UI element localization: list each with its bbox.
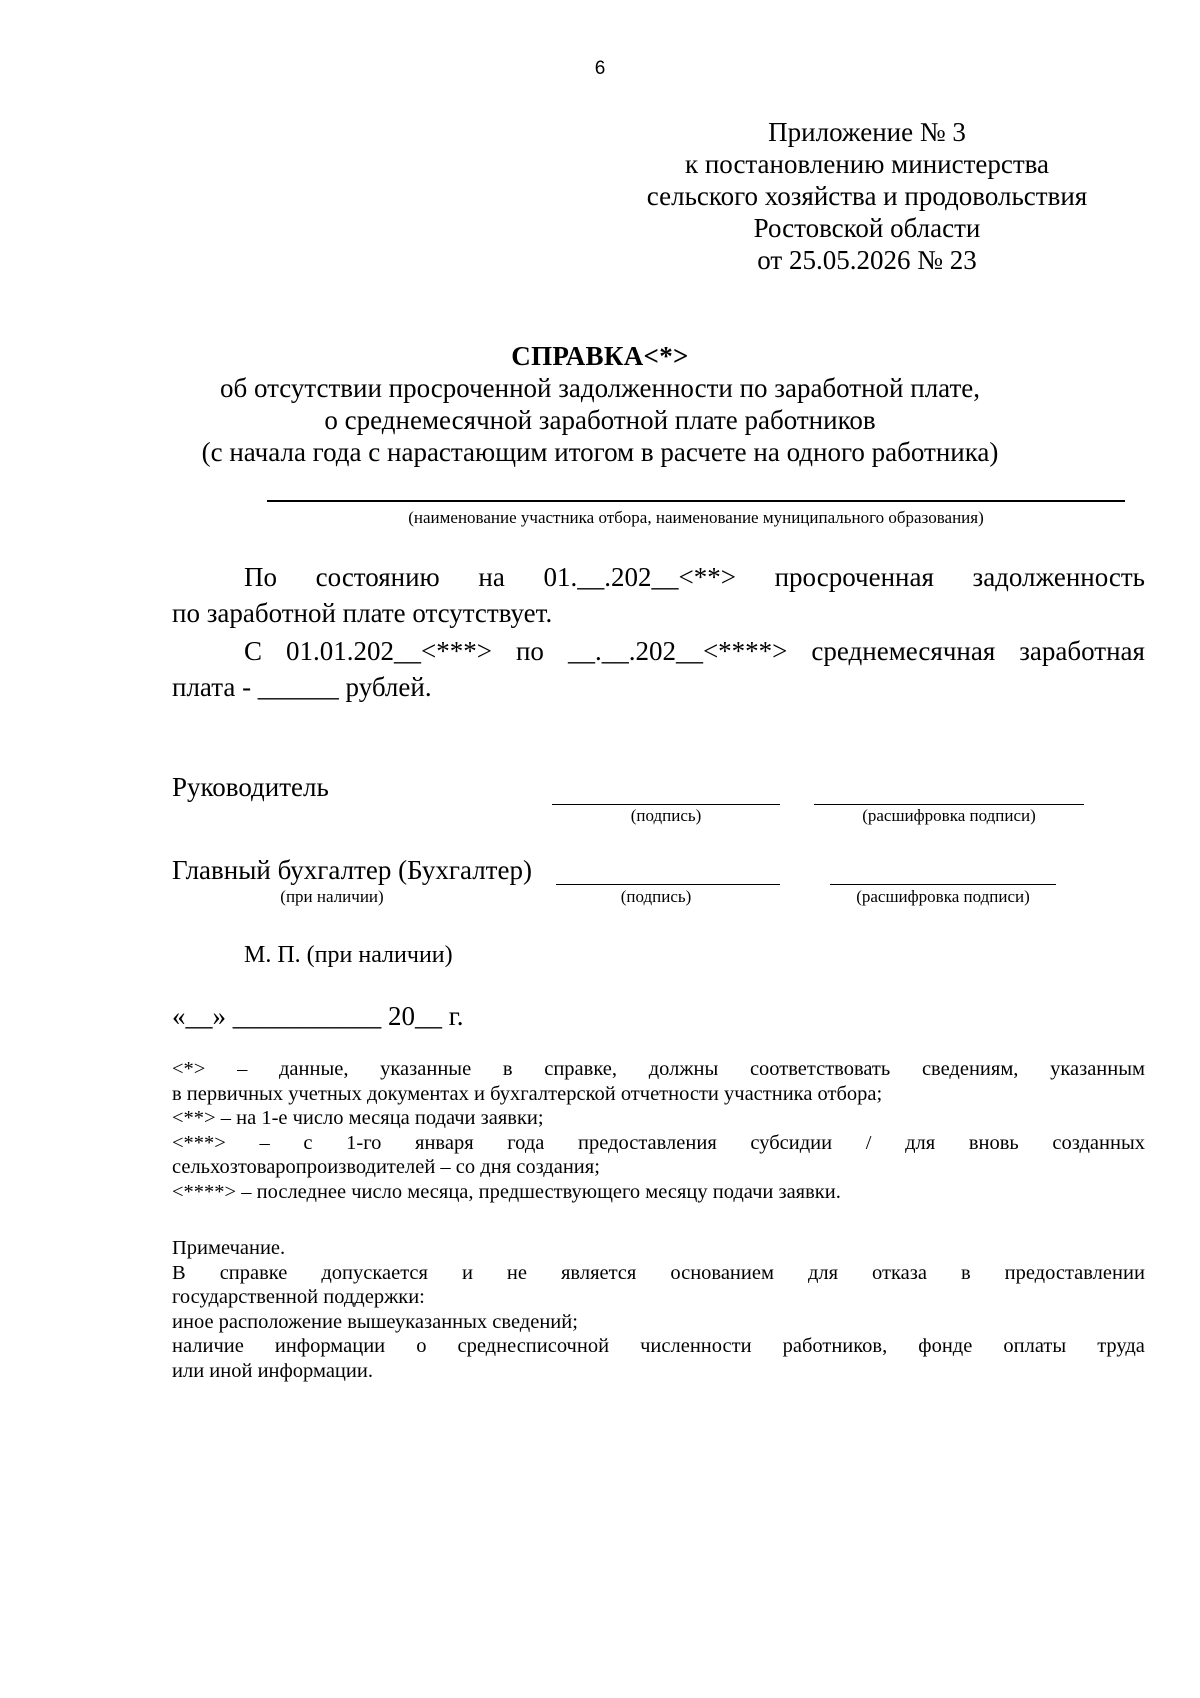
footnote-line: <**> – на 1-е число месяца подачи заявки; [172,1107,544,1130]
word: данные, [279,1058,349,1080]
word: созданных [1052,1131,1145,1154]
paragraph-salary-line [172,634,1145,668]
word: должны [648,1058,719,1080]
accountant-name-caption: (расшифровка подписи) [856,887,1030,906]
word: предоставления [578,1131,717,1154]
note-line: или иной информации. [172,1359,373,1382]
word: С [244,636,263,666]
word: работников, [782,1335,888,1358]
paragraph-salary-line: плата - ______ рублей. [172,672,432,702]
footnote-line: сельхозтоваропроизводителей – со дня создания; [172,1156,600,1179]
date-line: «__» ___________ 20__ г. [172,1001,464,1031]
footnote-line [172,1131,1145,1156]
word: вновь [968,1131,1019,1154]
word: справке [219,1261,288,1284]
word: не [506,1261,527,1284]
footnotes [172,1057,1145,1205]
word: / [865,1131,872,1154]
participant-caption: (наименование участника отбора, наименование муниципального образования) [408,508,984,527]
document-subtitle: об отсутствии просроченной задолженности по заработной плате, [219,373,980,403]
word: о [416,1335,427,1358]
note-line: государственной поддержки: [172,1286,425,1309]
head-signature-caption: (подпись) [630,806,702,825]
word: справке, [544,1058,618,1080]
footnote-line: в первичных учетных документах и бухгалтерской отчетности участника отбора; [172,1082,883,1105]
word: 01.__.202__<**> [543,562,736,592]
word: 01.01.202__<***> [286,636,492,666]
note-line [172,1261,1145,1286]
word: с [303,1131,313,1154]
word: задолженность [972,562,1145,592]
word: – [259,1131,270,1154]
head-signature-line [552,804,780,805]
appendix-header [612,116,1122,276]
note-line: иное расположение вышеуказанных сведений; [172,1310,578,1333]
word: допускается [321,1261,428,1284]
word: по [515,636,544,666]
note-line [172,1334,1145,1359]
word: предоставлении [1004,1261,1145,1284]
word: 1-го [346,1131,382,1154]
word: численности [640,1335,752,1358]
word: является [561,1261,637,1284]
word: для [807,1261,839,1284]
word: труда [1097,1335,1145,1358]
word: <***> [172,1131,226,1154]
word: указанные [380,1058,472,1080]
document-title: СПРАВКА<*> [511,341,689,371]
appendix-line: сельского хозяйства и продовольствия [646,181,1088,211]
paragraph-debt-line [172,560,1145,594]
word: субсидии [750,1131,833,1154]
word: среднемесячная [811,636,996,666]
word: – [237,1058,248,1080]
word: на [478,562,505,592]
word: оплаты [1003,1335,1067,1358]
word: для [905,1131,936,1154]
word: <*> [172,1058,206,1080]
word: года [507,1131,545,1154]
word: соответствовать [749,1058,891,1080]
accountant-signature-line [556,884,780,885]
word: __.__.202__<****> [567,636,788,666]
head-name-caption: (расшифровка подписи) [862,806,1036,825]
head-name-line [814,804,1084,805]
word: января [415,1131,474,1154]
appendix-line: Ростовской области [753,213,981,243]
document-title-block [150,340,1050,468]
word: заработная [1019,636,1145,666]
word: информации [274,1335,386,1358]
head-label: Руководитель [172,772,329,802]
appendix-line: от 25.05.2026 № 23 [757,245,977,275]
word: состоянию [315,562,440,592]
word: указанным [1050,1058,1145,1080]
word: основанием [670,1261,774,1284]
accountant-sub-caption: (при наличии) [280,887,384,906]
word: отказа [872,1261,927,1284]
page-number: 6 [594,58,606,79]
document-subtitle: о среднемесячной заработной плате работников [324,405,876,435]
paragraph-debt-line: по заработной плате отсутствует. [172,598,553,628]
word: в [960,1261,971,1284]
accountant-label: Главный бухгалтер (Бухгалтер) [172,855,532,885]
word: По [244,562,277,592]
accountant-name-line [830,884,1056,885]
word: просроченная [774,562,934,592]
word: В [172,1261,186,1284]
word: фонде [918,1335,973,1358]
word: наличие [172,1335,244,1358]
stamp-label: М. П. (при наличии) [244,942,453,968]
appendix-line: Приложение № 3 [768,117,966,147]
document-subtitle: (с начала года с нарастающим итогом в расчете на одного работника) [201,437,999,467]
participant-name-line [267,500,1125,502]
accountant-signature-caption: (подпись) [620,887,692,906]
word: среднесписочной [457,1335,610,1358]
note-heading: Примечание. [172,1237,286,1259]
appendix-line: к постановлению министерства [684,149,1050,179]
note-block [172,1236,1145,1384]
word: и [461,1261,473,1284]
word: сведениям, [921,1058,1019,1080]
word: в [502,1058,513,1080]
footnote-line [172,1057,1145,1082]
footnote-line: <****> – последнее число месяца, предшествующего месяцу подачи заявки. [172,1180,841,1203]
